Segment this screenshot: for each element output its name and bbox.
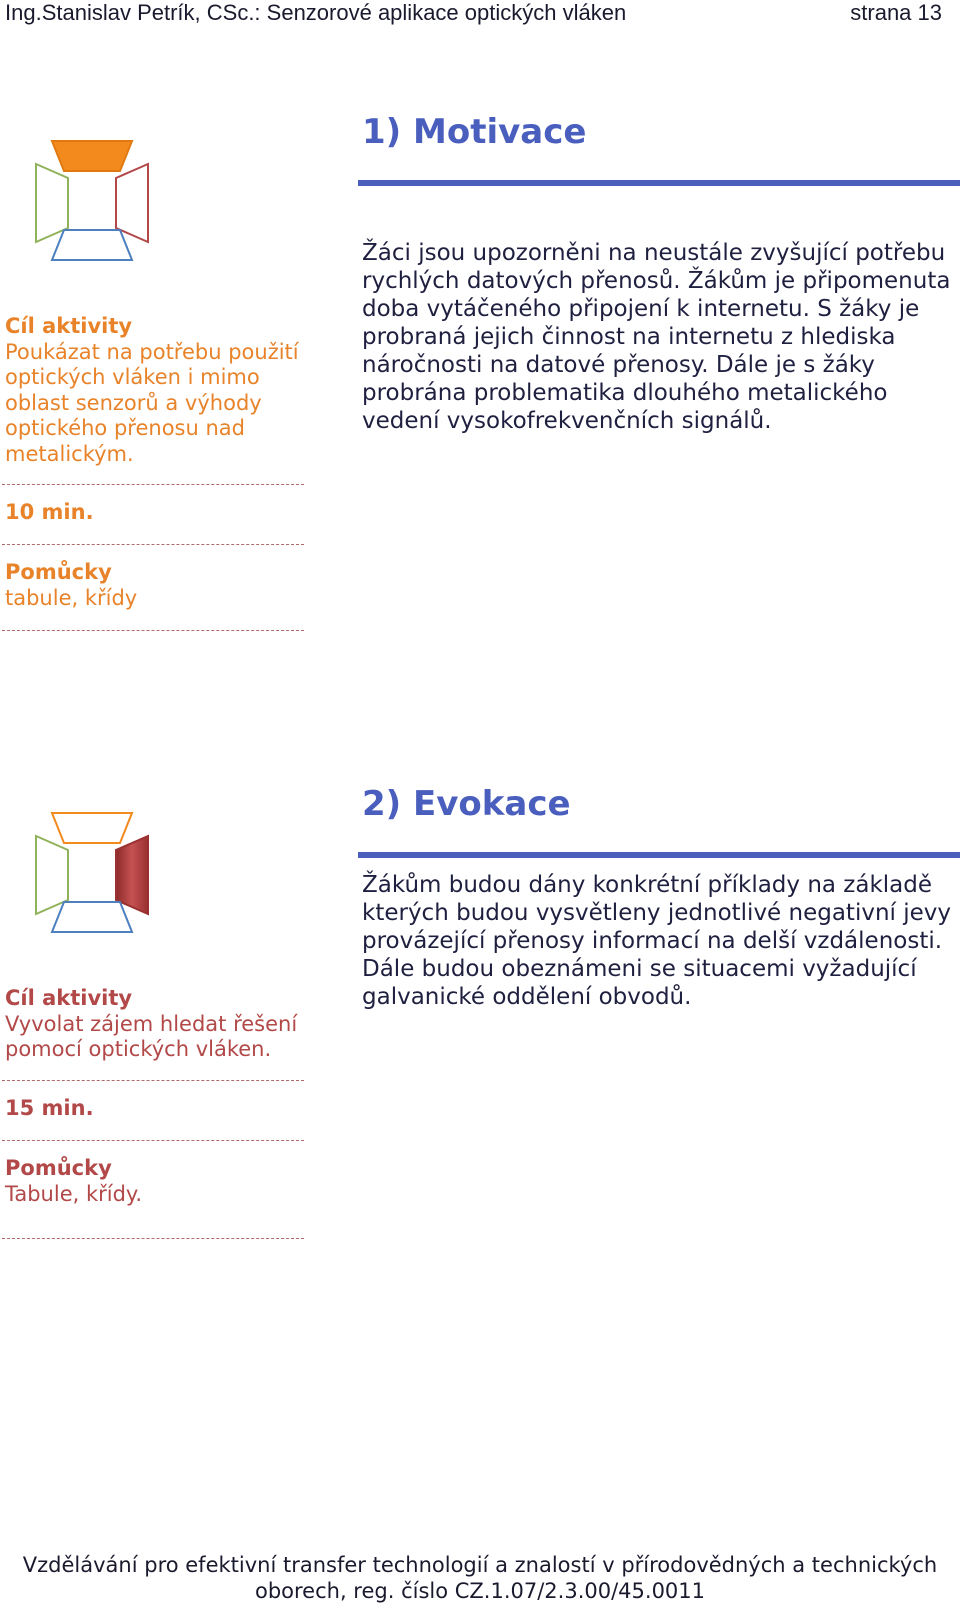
section-body-evokace: Žákům budou dány konkrétní příklady na základě kterých budou vysvětleny jednotlivé negativní jevy provázející přenosy informací na delší vzdálenosti. Dále budou obeznámeni se situacemi vyžadující galvanické oddělení obvodů. xyxy=(362,872,951,1010)
header-title: Ing.Stanislav Petrík, CSc.: Senzorové aplikace optických vláken xyxy=(5,0,627,25)
duration-evokace: 15 min. xyxy=(5,1096,94,1120)
section-body-motivace: Žáci jsou upozorněni na neustále zvyšující potřebu rychlých datových přenosů. Žákům je připomenuta doba vytáčeného připojení k internetu. S žáky je probraná jejich činnost na internetu z hlediska náročnosti na datové přenosy. Dále je s žáky probrána problematika dlouhého metalického vedení vysokofrekvenčních signálů. xyxy=(362,240,951,434)
page-number: strana 13 xyxy=(850,0,942,25)
section-title-motivace: 1) Motivace xyxy=(362,112,587,152)
dashed-divider xyxy=(2,1238,304,1239)
activity-goal-motivace xyxy=(5,314,305,467)
dashed-divider xyxy=(2,1140,304,1141)
aids-evokace xyxy=(5,1156,305,1207)
goal-label: Cíl aktivity xyxy=(5,314,133,338)
dashed-divider xyxy=(2,484,304,485)
bottom-trapezoid xyxy=(52,902,132,932)
section-rule xyxy=(358,852,960,858)
goal-label: Cíl aktivity xyxy=(5,986,133,1010)
aids-motivace xyxy=(5,560,305,611)
section-title-evokace: 2) Evokace xyxy=(362,784,571,824)
goal-text: Poukázat na potřebu použití optických vláken i mimo oblast senzorů a výhody optického přenosu nad metalickým. xyxy=(5,339,299,466)
dashed-divider xyxy=(2,1080,304,1081)
aids-text: tabule, křídy xyxy=(5,585,138,610)
activity-goal-evokace xyxy=(5,986,305,1063)
top-trapezoid xyxy=(52,813,132,843)
footer-line-1: Vzdělávání pro efektivní transfer technologií a znalostí v přírodovědných a technických xyxy=(22,1553,938,1577)
aids-text: Tabule, křídy. xyxy=(5,1181,143,1206)
goal-text: Vyvolat zájem hledat řešení pomocí optických vláken. xyxy=(5,1011,298,1061)
evocation-phase-icon xyxy=(30,810,154,940)
aids-label: Pomůcky xyxy=(5,1156,112,1180)
motivation-phase-icon xyxy=(30,138,154,268)
bottom-trapezoid xyxy=(52,230,132,260)
page-footer xyxy=(0,1552,960,1604)
section-rule xyxy=(358,180,960,186)
footer-line-2: oborech, reg. číslo CZ.1.07/2.3.00/45.0011 xyxy=(254,1579,706,1603)
dashed-divider xyxy=(2,630,304,631)
dashed-divider xyxy=(2,544,304,545)
duration-motivace: 10 min. xyxy=(5,500,94,524)
top-trapezoid xyxy=(52,141,132,171)
page-header xyxy=(0,0,960,30)
aids-label: Pomůcky xyxy=(5,560,112,584)
